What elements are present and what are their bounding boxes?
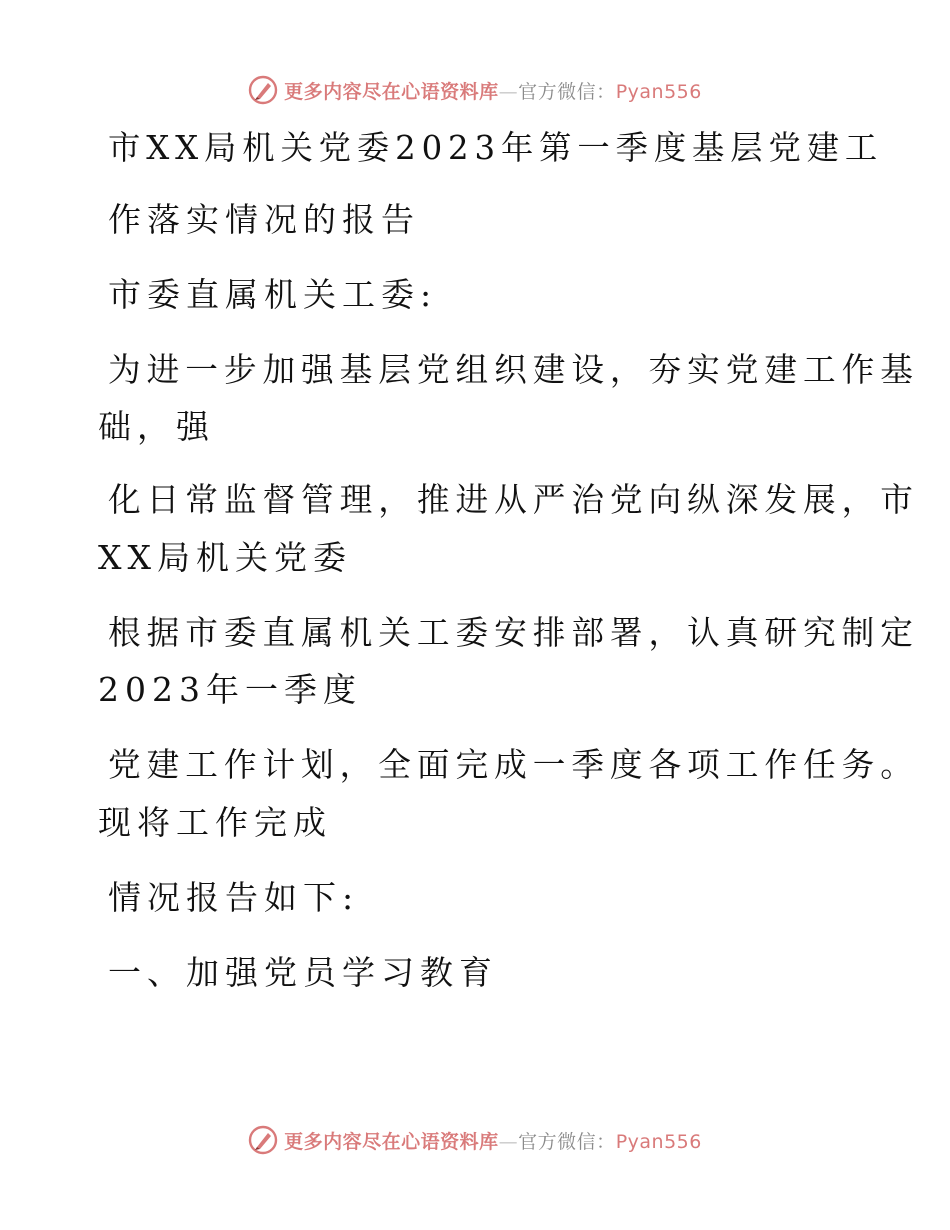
watermark-wechat-id: Pyan556 [615, 80, 702, 103]
watermark-dash: — [498, 1130, 519, 1153]
body-line: 础，强 [98, 407, 215, 446]
body-line: 为进一步加强基层党组织建设，夯实党建工作基 [108, 350, 919, 389]
watermark-wechat-id: Pyan556 [615, 1130, 702, 1153]
watermark-footer [0, 1120, 950, 1160]
body-line: 2023年一季度 [98, 670, 362, 709]
watermark-header [0, 70, 950, 110]
body-line: 根据市委直属机关工委安排部署，认真研究制定 [108, 613, 919, 652]
watermark-main-text: 更多内容尽在心语资料库 [284, 1130, 499, 1153]
watermark-wechat-label: 官方微信 [518, 1130, 597, 1153]
section-heading: 一、加强党员学习教育 [108, 953, 498, 992]
watermark-main-text: 更多内容尽在心语资料库 [284, 80, 499, 103]
watermark-separator: ： [596, 1130, 616, 1153]
body-line: 情况报告如下: [108, 878, 360, 917]
watermark-dash: — [498, 80, 519, 103]
body-line: XX局机关党委 [98, 538, 352, 577]
watermark-text [284, 1127, 702, 1154]
watermark-text [284, 77, 702, 104]
pen-nib-logo-icon [248, 1125, 278, 1155]
watermark-wechat-label: 官方微信 [518, 80, 597, 103]
body-line: 化日常监督管理，推进从严治党向纵深发展，市 [108, 480, 919, 519]
document-title-line-1: 市XX局机关党委2023年第一季度基层党建工 [108, 128, 884, 167]
body-line: 现将工作完成 [98, 803, 332, 842]
pen-nib-logo-icon [248, 75, 278, 105]
body-line: 党建工作计划，全面完成一季度各项工作任务。 [108, 745, 919, 784]
recipient-line: 市委直属机关工委: [108, 275, 438, 314]
watermark-separator: ： [596, 80, 616, 103]
document-title-line-2: 作落实情况的报告 [108, 200, 420, 239]
